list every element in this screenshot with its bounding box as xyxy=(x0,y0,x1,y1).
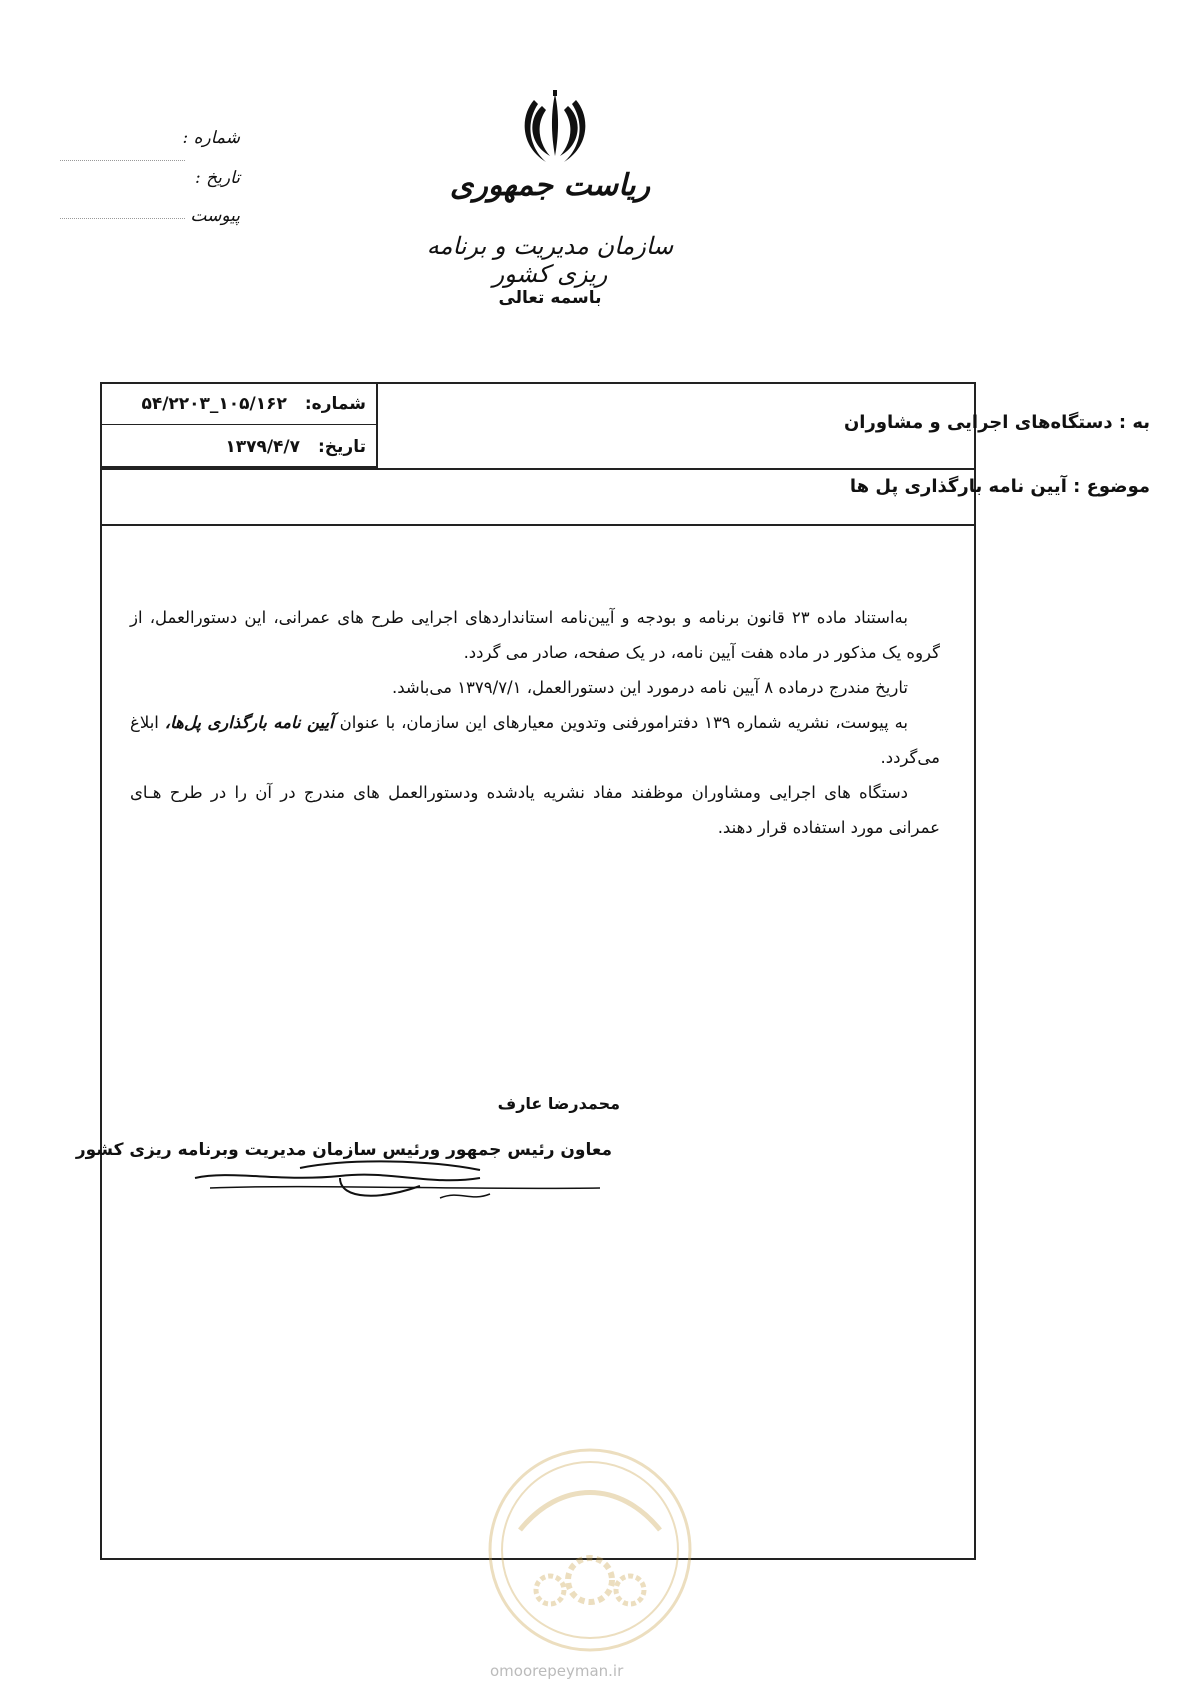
header-organization: سازمان مدیریت و برنامه ریزی کشور xyxy=(426,232,674,288)
header-presidency: ریاست جمهوری xyxy=(449,168,651,203)
meta-date xyxy=(60,168,240,188)
meta-number-label: شماره : xyxy=(182,128,240,148)
letter-date-label: تاریخ: xyxy=(318,436,366,457)
letter-number-label: شماره: xyxy=(304,394,366,414)
letter-number-value: ۱۰۵/۱۶۲_۵۴/۲۲۰۳ xyxy=(141,394,287,414)
letter-recipient: به : دستگاه‌های اجرایی و مشاوران xyxy=(843,412,1150,433)
body-paragraph-3-b: ابلاغ می‌گردد. xyxy=(130,713,940,767)
letter-date-row xyxy=(102,426,376,467)
handwritten-signature xyxy=(190,1140,610,1210)
letter-date-value: ۱۳۷۹/۴/۷ xyxy=(225,436,300,457)
meta-number xyxy=(60,128,240,161)
letter-body xyxy=(130,600,940,845)
body-paragraph-3-a: به پیوست، نشریه شماره ۱۳۹ دفترامورفنی وتدوین معیارهای این سازمان، با عنوان xyxy=(339,713,909,732)
body-paragraph-2: تاریخ مندرج درماده ۸ آیین نامه درمورد این دستورالعمل، ۱۳۷۹/۷/۱ می‌باشد. xyxy=(392,678,908,697)
header-invocation: باسمه تعالی xyxy=(498,288,602,308)
signer-name: محمدرضا عارف xyxy=(497,1094,620,1113)
letter-number-row xyxy=(102,384,376,425)
meta-attachment-dots xyxy=(60,206,185,219)
body-paragraph-1: به‌استناد ماده ۲۳ قانون برنامه و بودجه و آیین‌نامه استانداردهای اجرایی طرح های عمرانی، این دستورالعمل، از گروه یک مذکور در ماده هفت آیین نامه، در یک صفحه، صادر می گردد. xyxy=(130,608,940,662)
letter-subject: موضوع : آیین نامه بارگذاری پل ها xyxy=(849,476,1150,497)
watermark-seal-icon xyxy=(480,1440,700,1660)
watermark-site: omoorepeyman.ir xyxy=(490,1662,624,1680)
signer-title: معاون رئیس جمهور ورئیس سازمان مدیریت وبرنامه ریزی کشور xyxy=(75,1140,612,1160)
meta-date-label: تاریخ : xyxy=(195,168,240,188)
letter-frame xyxy=(100,382,976,1560)
meta-attachment-label: پیوست xyxy=(190,206,240,226)
body-paragraph-3-emphasis: آیین نامه بارگذاری پل‌ها، xyxy=(164,713,334,732)
divider-subject xyxy=(102,524,974,526)
divider-to xyxy=(102,468,974,470)
body-paragraph-3 xyxy=(130,705,940,775)
iran-emblem-icon xyxy=(520,88,590,166)
meta-number-dots xyxy=(60,148,185,161)
meta-attachment xyxy=(60,206,240,226)
body-paragraph-4: دستگاه های اجرایی ومشاوران موظفند مفاد نشریه یادشده ودستورالعمل های مندرج در آن را در طرح هـای عمرانی مورد استفاده قرار دهند. xyxy=(130,783,940,837)
number-date-box xyxy=(102,384,378,468)
